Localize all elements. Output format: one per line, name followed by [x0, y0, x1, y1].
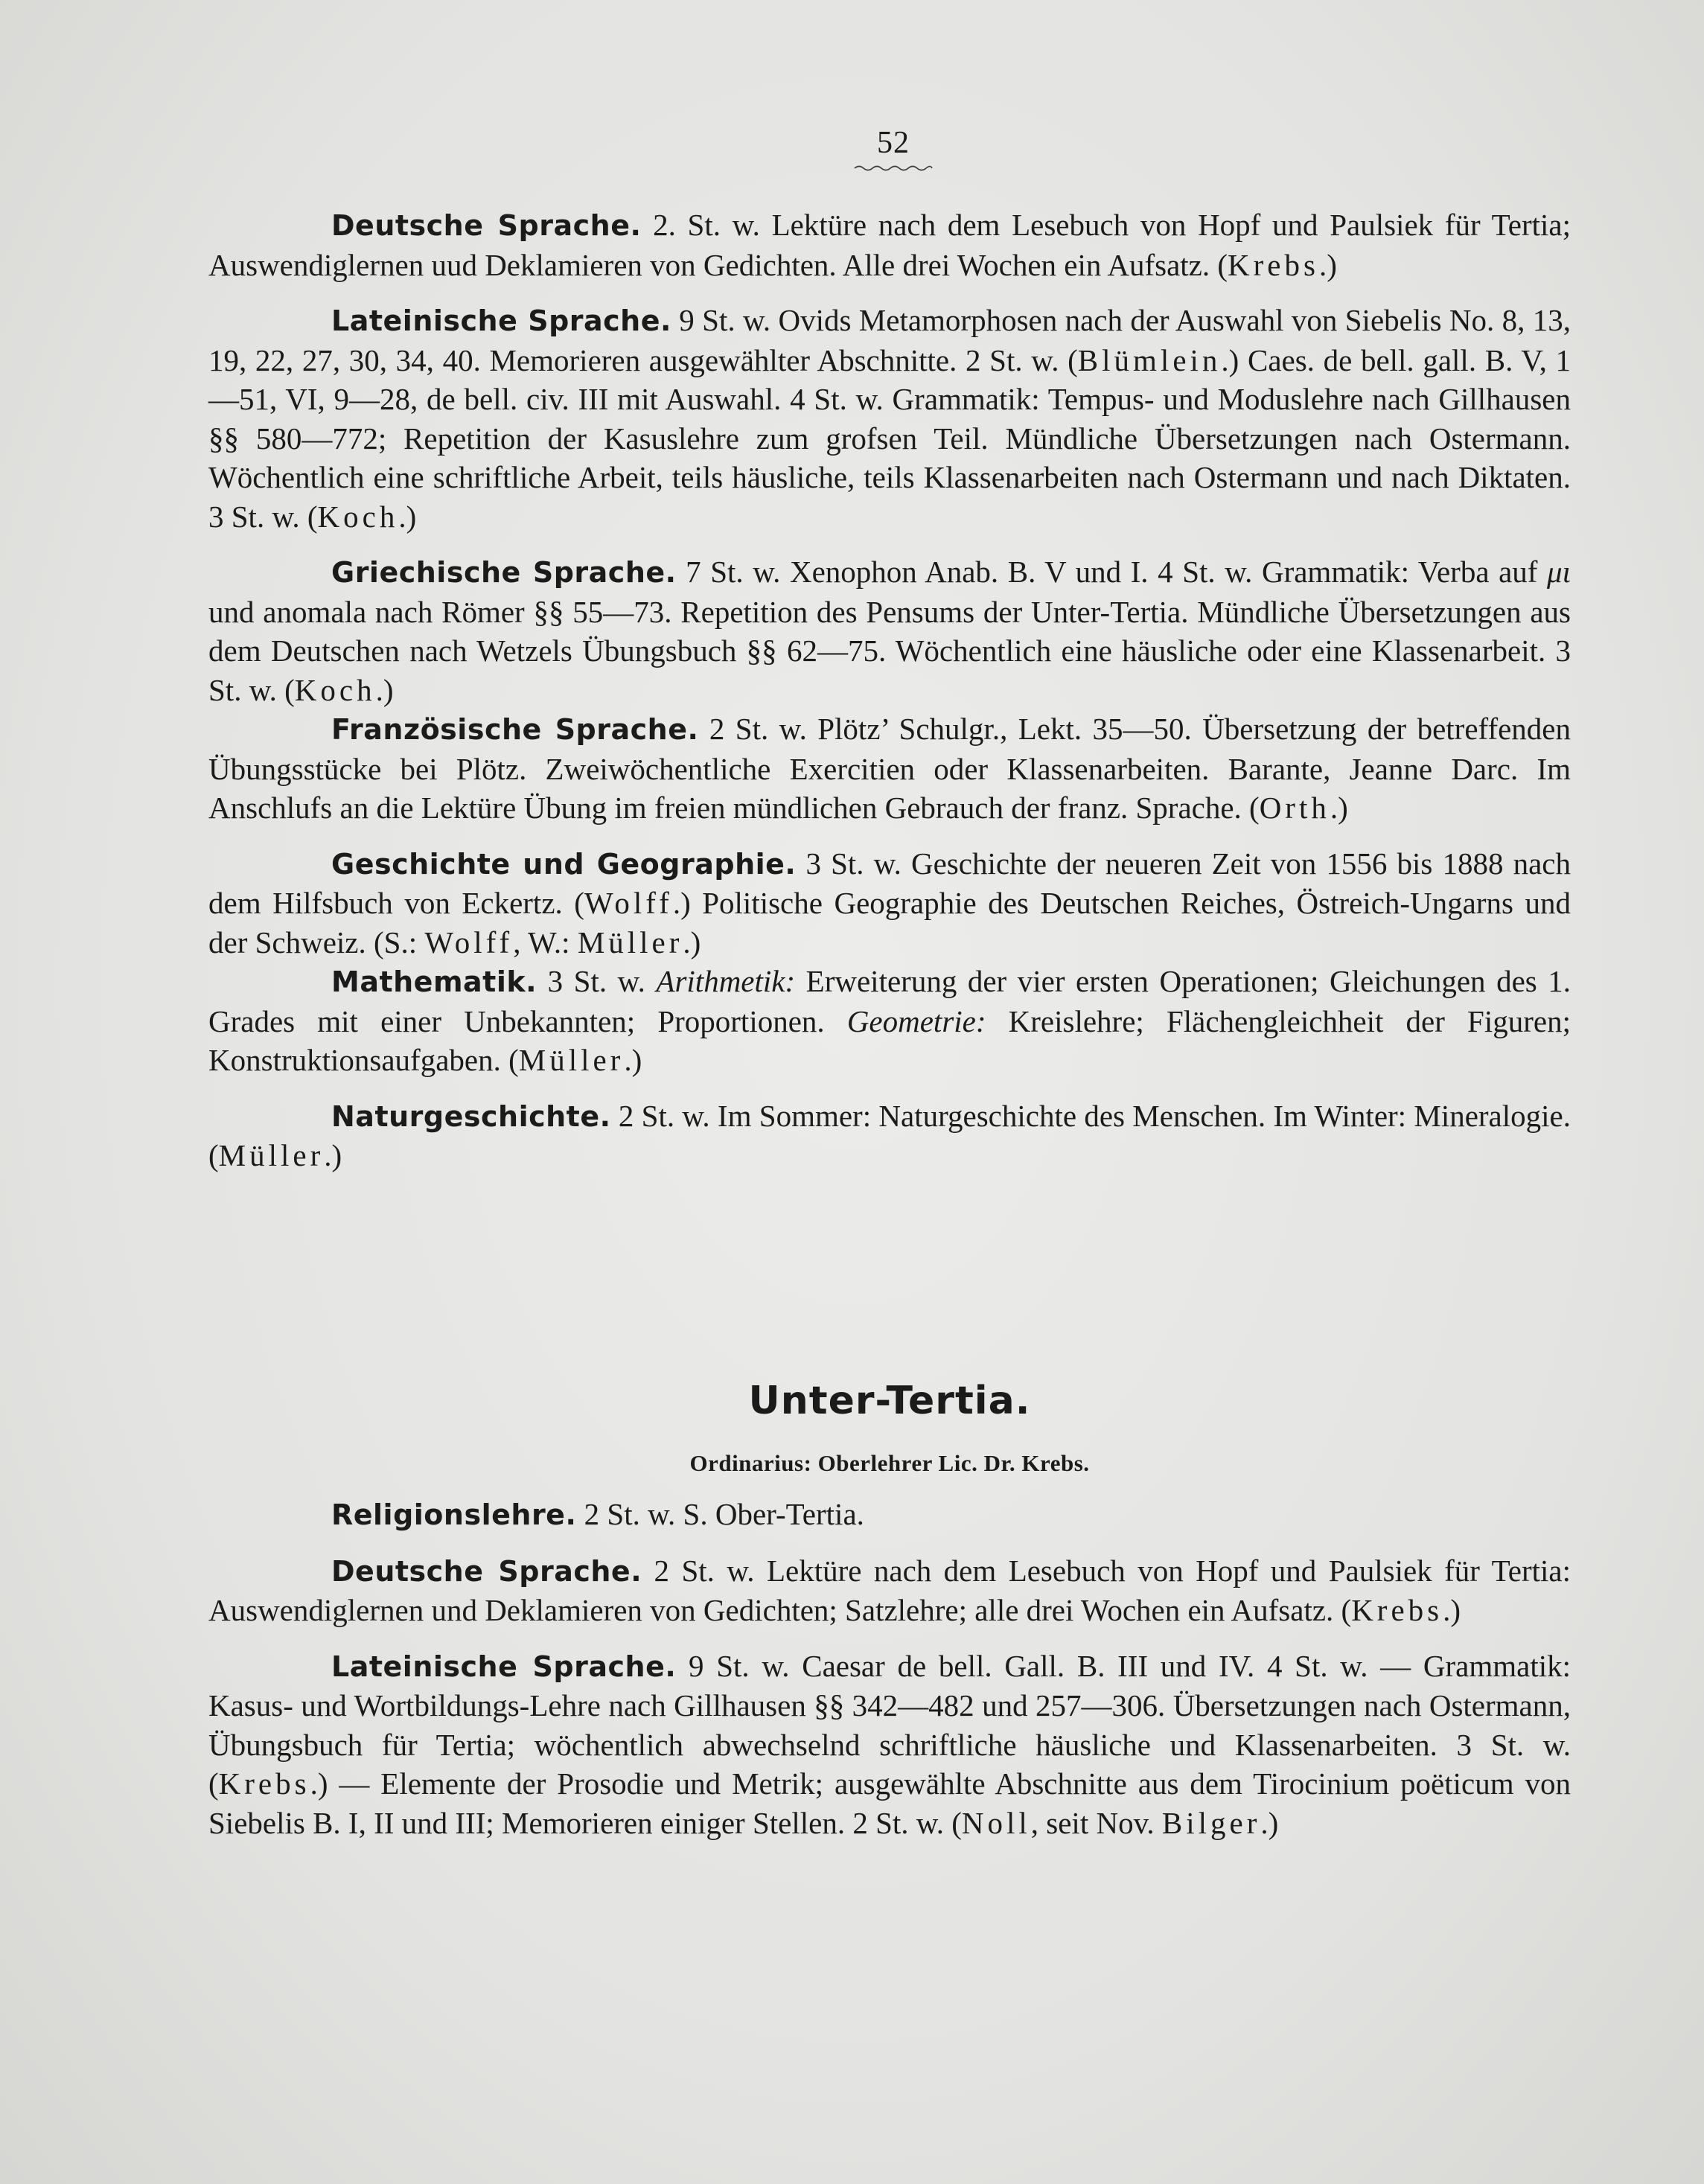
paragraph-text: und anomala nach Römer §§ 55—73. Repetition des Pensums der Unter-Tertia. Mündliche Übersetzungen aus dem Deutschen nach Wetzels Übungsbuch §§ 62—75. Wöchentlich eine häusliche oder eine Klassenarbeit. 3 St. w. ( [208, 594, 1571, 707]
section-title: Unter-Tertia. [748, 1379, 1031, 1423]
subject-heading: Deutsche Sprache. [331, 209, 642, 242]
teacher-name: Krebs [218, 1766, 310, 1801]
teacher-name: Koch [294, 672, 376, 707]
paragraph-religionslehre [208, 1495, 1571, 1535]
paragraph-text: .) [1318, 247, 1337, 282]
paragraph-text: .) [1260, 1805, 1279, 1840]
paragraph-text: .) [683, 925, 701, 960]
paragraph-text: .) [324, 1138, 342, 1172]
teacher-name: Blümlein [1077, 342, 1222, 377]
italic-term: Geometrie: [846, 1003, 986, 1038]
section-subtitle: Ordinarius: Oberlehrer Lic. Dr. Krebs. [689, 1450, 1090, 1476]
paragraph-text: 9 St. w. Ovids Metamorphosen nach der Auswahl von Siebelis No. 8, 13, 19, 22, 27, 30, 34, 40. Memorieren ausgewählter Abschnitte. 2 St. w. ( [208, 303, 1571, 377]
teacher-name: Orth [1259, 791, 1330, 825]
paragraph-text: , seit Nov. [1030, 1805, 1162, 1840]
teacher-name: Krebs [1351, 1593, 1443, 1627]
paragraph-text: 2 St. w. Im Sommer: Naturgeschichte des Menschen. Im Winter: Mineralogie. ( [208, 1098, 1571, 1172]
subject-heading: Naturgeschichte. [331, 1099, 611, 1133]
teacher-name: Wolff [424, 925, 514, 960]
teacher-name: Krebs [1228, 247, 1319, 282]
paragraph-geschichte-geographie [208, 844, 1571, 962]
greek-term: μι [1547, 555, 1571, 589]
paragraph-text: 2 St. w. Lektüre nach dem Lesebuch von Hopf und Paulsiek für Tertia: Auswendiglernen und Deklamieren von Gedichten; Satzlehre; alle drei Wochen ein Aufsatz. ( [208, 1553, 1571, 1627]
paragraph-lateinische-sprache-ut [208, 1647, 1571, 1843]
paragraph-text: Kreislehre; Flächengleichheit der Figuren; Konstruktionsaufgaben. ( [208, 1003, 1571, 1077]
paragraph-text: .) [1443, 1593, 1461, 1627]
paragraph-text: 3 St. w. Geschichte der neueren Zeit von 1556 bis 1888 nach dem Hilfsbuch von Eckertz. ( [208, 846, 1571, 920]
paragraph-text: .) Caes. de bell. gall. B. V, 1—51, VI, 9—28, de bell. civ. III mit Auswahl. 4 St. w. Grammatik: Tempus- und Moduslehre nach Gillhausen §§ 580—772; Repetition der Kasuslehre zum grofsen Teil. Mündliche Übersetzungen nach Ostermann. Wöchentlich eine schriftliche Arbeit, teils häusliche, teils Klassenarbeiten nach Ostermann und nach Diktaten. 3 St. w. ( [208, 342, 1571, 534]
section-1-body [208, 205, 1571, 1175]
paragraph-deutsche-sprache-ut [208, 1551, 1571, 1630]
paragraph-naturgeschichte [208, 1096, 1571, 1175]
subject-heading: Griechische Sprache. [331, 556, 677, 589]
paragraph-griechische-sprache [208, 552, 1571, 709]
paragraph-text: .) [1330, 791, 1348, 825]
paragraph-mathematik [208, 962, 1571, 1080]
paragraph-text: .) [398, 499, 417, 534]
subject-heading: Französische Sprache. [331, 713, 699, 746]
subject-heading: Lateinische Sprache. [331, 304, 671, 337]
paragraph-text: .) — Elemente der Prosodie und Metrik; ausgewählte Abschnitte aus dem Tirocinium poëticum von Siebelis B. I, II und III; Memorieren einiger Stellen. 2 St. w. ( [208, 1766, 1571, 1840]
teacher-name: Wolff [584, 886, 673, 920]
subject-heading: Religionslehre. [331, 1498, 577, 1531]
paragraph-text: 3 St. w. [537, 964, 657, 998]
subject-heading: Deutsche Sprache. [331, 1554, 642, 1588]
paragraph-text: 9 St. w. Caesar de bell. Gall. B. III und IV. 4 St. w. — Grammatik: Kasus- und Wortbildungs-Lehre nach Gillhausen §§ 342—482 und 257—306. Übersetzungen nach Ostermann, Übungsbuch für Tertia; wöchentlich abwechselnd schriftliche häusliche und Klassenarbeiten. 3 St. w. ( [208, 1648, 1571, 1801]
italic-term: Arithmetik: [656, 964, 796, 998]
section-2-body [208, 1495, 1571, 1842]
paragraph-text: 2 St. w. S. Ober-Tertia. [576, 1497, 864, 1531]
paragraph-text: .) Politische Geographie des Deutschen Reiches, Östreich-Ungarns und der Schweiz. (S.: [208, 886, 1571, 960]
paragraph-text: 2 St. w. Plötz’ Schulgr., Lekt. 35—50. Übersetzung der betreffenden Übungsstücke bei Plötz. Zweiwöchentliche Exercitien oder Klassenarbeiten. Barante, Jeanne Darc. Im Anschlufs an die Lektüre Übung im freien mündlichen Gebrauch der franz. Sprache. ( [208, 712, 1571, 825]
paragraph-deutsche-sprache [208, 205, 1571, 284]
paragraph-lateinische-sprache [208, 301, 1571, 536]
subject-heading: Lateinische Sprache. [331, 1650, 677, 1683]
paragraph-text: .) [624, 1043, 642, 1077]
paragraph-text: , W.: [513, 925, 578, 960]
teacher-name: Müller [518, 1043, 625, 1077]
paragraph-text: .) [375, 672, 394, 707]
page-number-ornament [853, 164, 934, 173]
teacher-name: Noll [961, 1805, 1031, 1840]
teacher-name: Koch [317, 499, 399, 534]
page-number: 52 [877, 126, 910, 160]
teacher-name: Müller [218, 1138, 325, 1172]
subject-heading: Mathematik. [331, 965, 537, 998]
subject-heading: Geschichte und Geographie. [331, 847, 797, 881]
teacher-name: Bilger [1161, 1805, 1261, 1840]
teacher-name: Müller [577, 925, 683, 960]
paragraph-franzoesische-sprache [208, 709, 1571, 828]
paragraph-text: 2. St. w. Lektüre nach dem Lesebuch von Hopf und Paulsiek für Tertia; Auswendiglernen uud Deklamieren von Gedichten. Alle drei Wochen ein Aufsatz. ( [208, 208, 1571, 282]
paragraph-text: Erweiterung der vier ersten Operationen; Gleichungen des 1. Grades mit einer Unbekannten; Proportionen. [208, 964, 1571, 1038]
paragraph-text: 7 St. w. Xenophon Anab. B. V und I. 4 St. w. Grammatik: Verba auf [676, 555, 1547, 589]
